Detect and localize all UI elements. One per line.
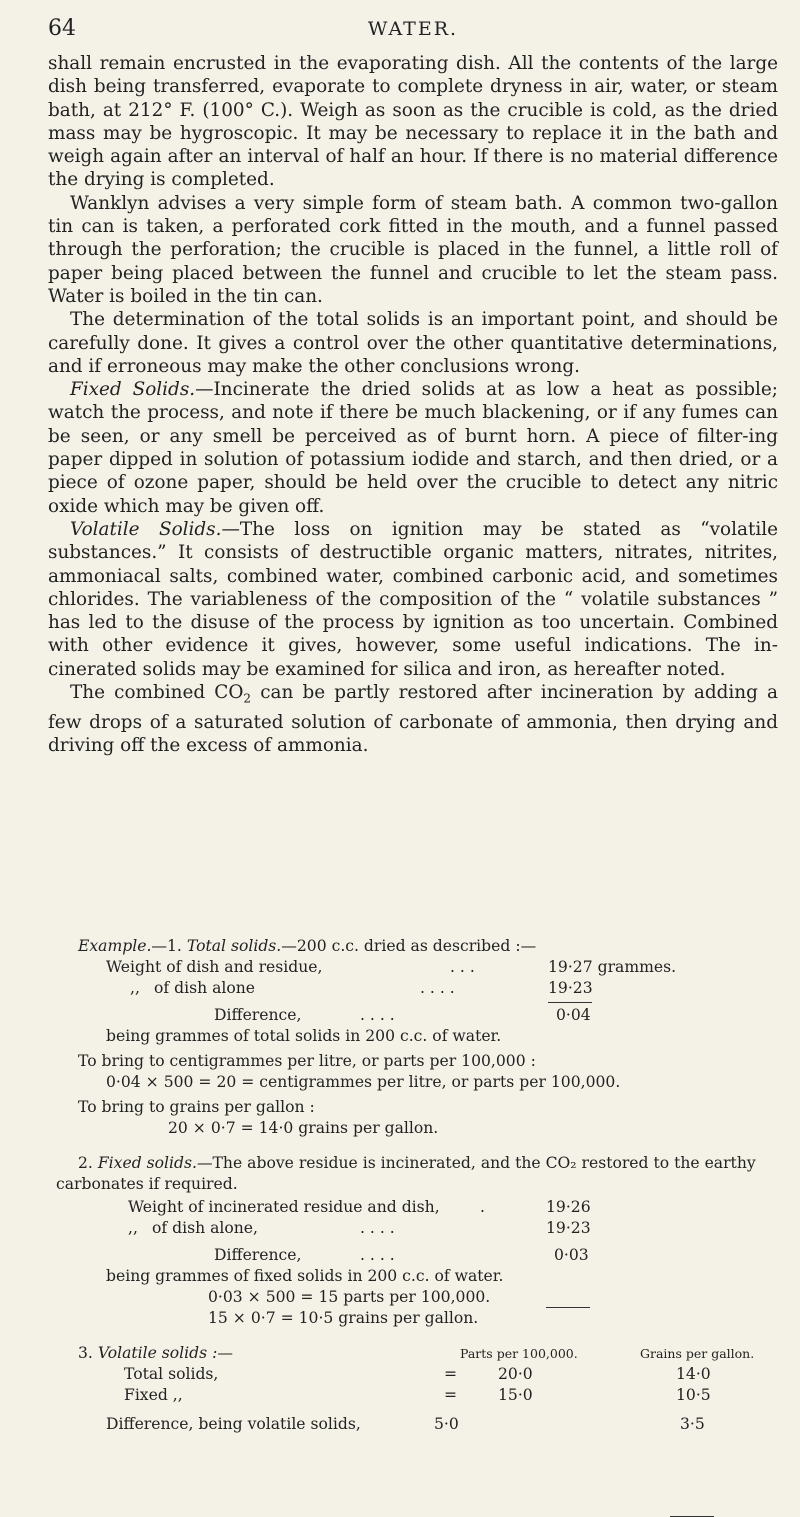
example1-row-dish-residue (48, 957, 778, 978)
fixed-solids-text: —Incinerate the dried solids at as low a heat as possible; watch the process, and note if there be much blackening, or if any fumes can be seen, or any smell be perceived as of burnt horn. A piece of filter-ing paper dipped in solution of potassium iodide and starch, and then dried, or a piece of ozone paper, should be held over the crucible to detect any nitric oxide which may be given off. (48, 379, 778, 517)
calculation-text: 20 × 0·7 = 14·0 grains per gallon. (168, 1119, 439, 1137)
example1-number: —1. (151, 937, 182, 955)
example3-title: Volatile solids :— (97, 1344, 233, 1362)
volatile-solids-heading: Volatile Solids. (70, 518, 222, 540)
column-header-parts: Parts per 100,000. (460, 1346, 578, 1361)
co2-subscript: 2 (243, 691, 252, 706)
example3-row-difference (48, 1414, 778, 1435)
example3-row-total (48, 1364, 778, 1385)
row-dots: . . . . (360, 1006, 395, 1024)
example1-bring-cg (48, 1051, 778, 1072)
parts-value: 20·0 (498, 1365, 533, 1383)
grains-value: 3·5 (680, 1415, 705, 1433)
volatile-solids-text: —The loss on ignition may be stated as “volatile substances.” It consists of destructible organic matters, nitrates, nitrites, ammoniacal salts, combined water, combined carbonic acid, and sometimes chlorides. The variableness of the composition of the “ volatile substances ” has led to the disuse of the process by ignition as too uncertain. Combined with other evidence it gives, however, some useful indications. The in-cinerated solids may be examined for silica and iron, as hereafter noted. (48, 518, 778, 680)
example2-row-difference (48, 1245, 778, 1266)
row-dots: . . . . (360, 1219, 395, 1237)
intro-continued-text: carbonates if required. (56, 1175, 238, 1193)
calculation-text: 0·03 × 500 = 15 parts per 100,000. (208, 1288, 491, 1306)
example1-title: Total solids. (186, 937, 282, 955)
equals-sign: = (444, 1365, 458, 1383)
row-label: of dish alone, (152, 1219, 258, 1237)
example2-row-dish-alone (48, 1218, 778, 1239)
being-text: being grammes of total solids in 200 c.c. of water. (106, 1027, 502, 1045)
example2-heading (48, 1153, 778, 1174)
body-text (48, 52, 778, 758)
instruction-text: To bring to grains per gallon : (78, 1098, 315, 1116)
fixed-solids-heading: Fixed Solids. (70, 379, 196, 401)
example3-row-fixed (48, 1385, 778, 1406)
page-header (48, 16, 778, 46)
example2-title: Fixed solids. (97, 1154, 197, 1172)
example1-heading (48, 936, 778, 957)
paragraph-drying: shall remain encrusted in the evaporating dish. All the contents of the large dish being transferred, evaporate to complete dryness in air, water, or steam bath, at 212° F. (100° C.). Weigh as soon as the crucible is cold, as the dried mass may be hygroscopic. It may be necessary to replace it in the bath and weigh again after an interval of half an hour. If there is no material difference the drying is completed. (48, 53, 778, 191)
paragraph-volatile-solids (48, 518, 778, 681)
paragraph-co2 (48, 681, 778, 758)
ditto-mark: ,, (128, 1219, 138, 1237)
example1-intro: —200 c.c. dried as described :— (281, 937, 537, 955)
example2-being (48, 1266, 778, 1287)
grains-value: 14·0 (676, 1365, 711, 1383)
example1-bring-gr (48, 1097, 778, 1118)
row-value: 19·26 (546, 1198, 591, 1216)
row-dots: . . . . (420, 979, 455, 997)
example-label: Example. (78, 937, 152, 955)
row-label: Weight of dish and residue, (106, 958, 323, 976)
example2-intro: —The above residue is incinerated, and the CO₂ restored to the earthy (196, 1154, 756, 1172)
example1-being (48, 1026, 778, 1047)
difference-label: Difference, (214, 1246, 302, 1264)
row-label: of dish alone (154, 979, 256, 997)
difference-value: 0·03 (554, 1246, 589, 1264)
ditto-mark: ,, (130, 979, 140, 997)
parts-value: 15·0 (498, 1386, 533, 1404)
equals-sign: = (444, 1386, 458, 1404)
row-dots: . (480, 1198, 485, 1216)
sum-rule (548, 1002, 592, 1003)
row-value: 19·23 (546, 1219, 591, 1237)
example1-calc-cg (48, 1072, 778, 1093)
paragraph-wanklyn: Wanklyn advises a very simple form of steam bath. A common two-gallon tin can is taken, a perforated cork fitted in the mouth, and a funnel passed through the perforation; the crucible is placed in the funnel, a little roll of paper being placed between the funnel and crucible to let the steam pass. Water is boiled in the tin can. (48, 192, 778, 307)
co2-text-end: can be partly restored after incineration by adding a few drops of a saturated solution of carbonate of ammonia, then drying and driving off the excess of ammonia. (48, 682, 778, 757)
book-page (48, 0, 778, 1433)
row-value: 19·23 (548, 979, 593, 997)
difference-label: Difference, (214, 1006, 302, 1024)
paragraph-total-solids: The determination of the total solids is an important point, and should be carefully done. It gives a control over the other quantitative determinations, and if erroneous may make the other conclusions wrong. (48, 309, 778, 377)
grains-value: 10·5 (676, 1386, 711, 1404)
example2-intro-continued (48, 1174, 778, 1195)
example2-calc1 (48, 1287, 778, 1308)
row-dots: . . . (450, 958, 475, 976)
row-value: 19·27 grammes. (548, 958, 677, 976)
difference-label: Difference, being volatile solids, (106, 1415, 361, 1433)
row-label: Weight of incinerated residue and dish, (128, 1198, 440, 1216)
example1-calc-gr (48, 1118, 778, 1139)
paragraph-fixed-solids (48, 378, 778, 518)
calculation-text: 15 × 0·7 = 10·5 grains per gallon. (208, 1309, 479, 1327)
example1-row-difference (48, 1005, 778, 1026)
calculation-text: 0·04 × 500 = 20 = centigrammes per litre, or parts per 100,000. (106, 1073, 621, 1091)
example2-calc2 (48, 1308, 778, 1329)
row-label: Total solids, (124, 1365, 219, 1383)
row-label: Fixed ,, (124, 1386, 183, 1404)
running-head: WATER. (367, 18, 459, 40)
row-dots: . . . . (360, 1246, 395, 1264)
co2-text-start: The combined CO (70, 682, 244, 704)
difference-value: 0·04 (556, 1006, 591, 1024)
example2-number: 2. (78, 1154, 93, 1172)
example1-row-dish-alone (48, 978, 778, 999)
parts-value: 5·0 (434, 1415, 459, 1433)
instruction-text: To bring to centigrammes per litre, or parts per 100,000 : (78, 1052, 536, 1070)
example3-number: 3. (78, 1344, 93, 1362)
page-number: 64 (48, 16, 76, 41)
worked-examples (48, 936, 778, 1435)
being-text: being grammes of fixed solids in 200 c.c. of water. (106, 1267, 504, 1285)
column-header-grains: Grains per gallon. (640, 1346, 755, 1361)
example3-heading (48, 1343, 778, 1364)
example2-row-residue-dish (48, 1197, 778, 1218)
